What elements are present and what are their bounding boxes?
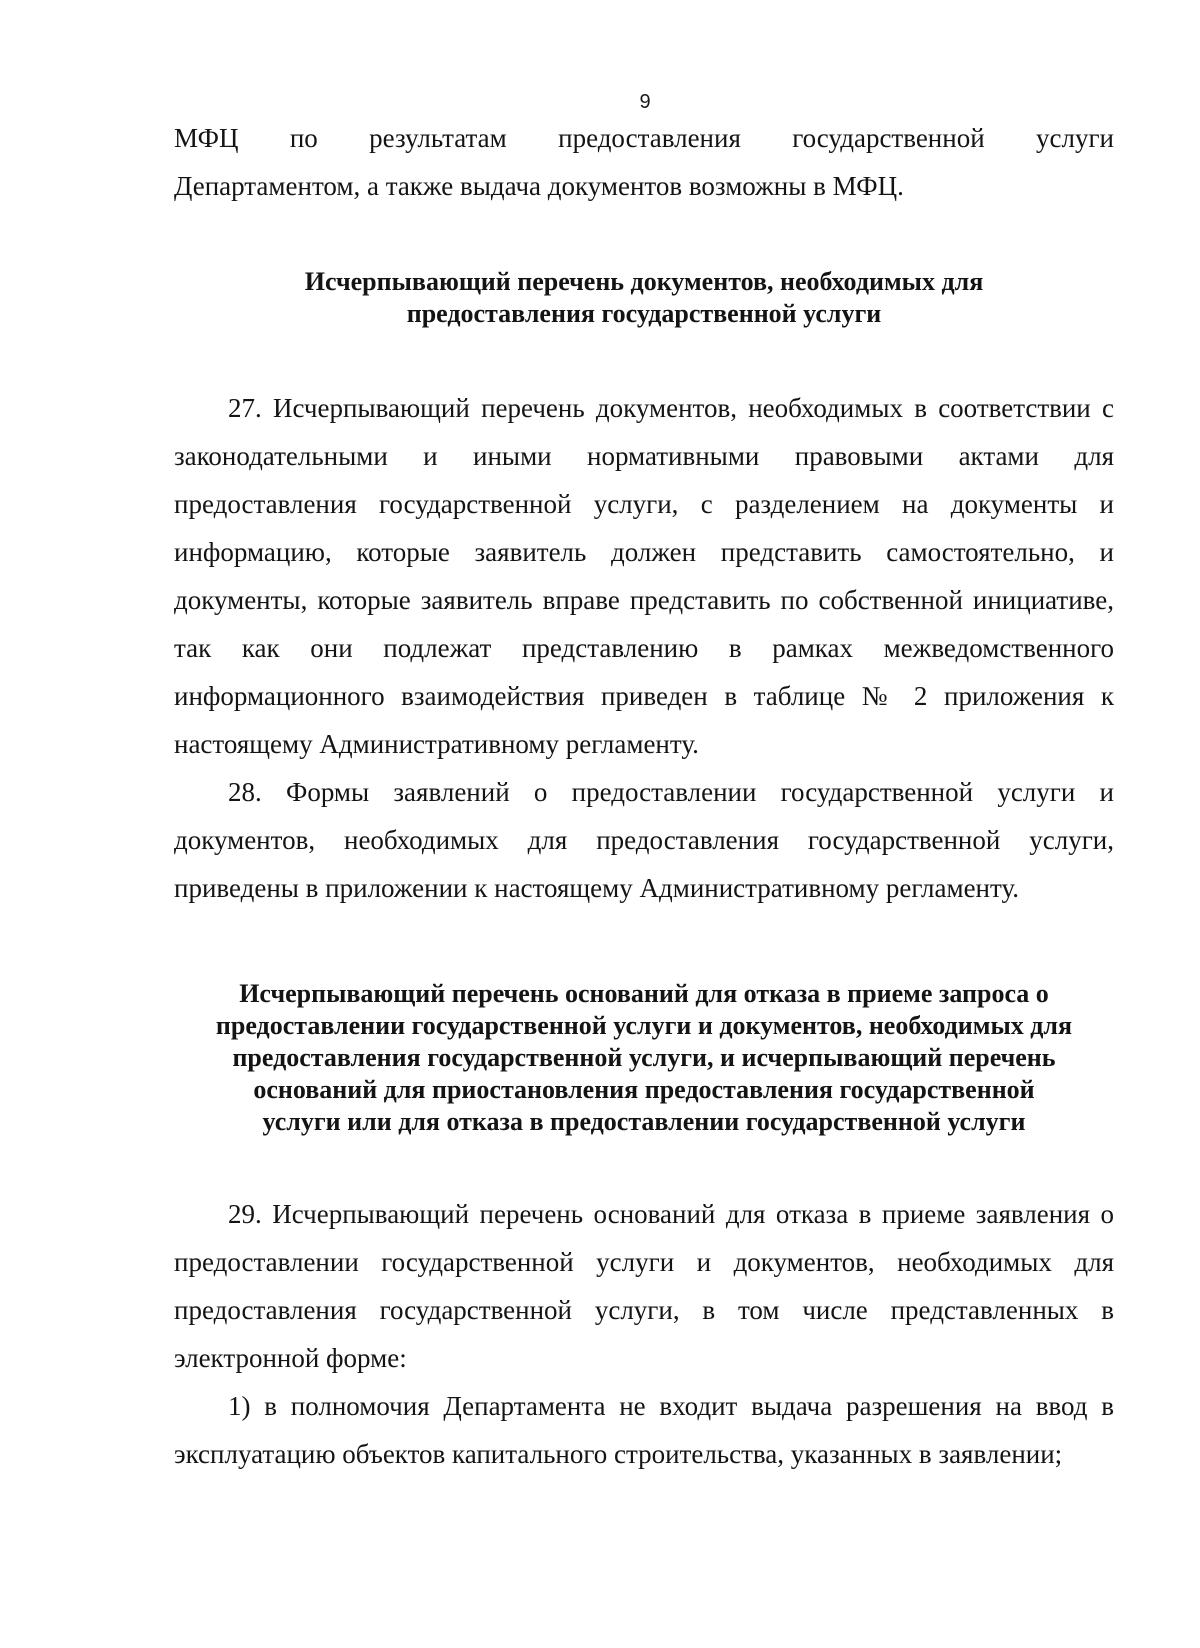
continuation-paragraph: [174, 114, 1114, 210]
paragraph-27: 27. Исчерпывающий перечень документов, необходимых в соответствии с законодательными и иными нормативными правовыми актами для предоставления государственной услуги, с разделением на документы и информацию, которые заявитель должен представить самостоятельно, и документы, которые заявитель вправе представить по собственной инициативе, так как они подлежат представлению в рамках межведомственного информационного взаимодействия приведен в таблице № 2 приложения к настоящему Административному регламенту.: [174, 393, 1114, 759]
spacer: [174, 912, 1114, 978]
document-body: [174, 114, 1114, 1478]
heading-line: предоставления государственной услуги: [406, 299, 882, 328]
paragraph-29: 29. Исчерпывающий перечень оснований для отказа в приеме заявления о предоставлении государственной услуги и документов, необходимых для предоставления государственной услуги, в том числе представленных в электронной форме:: [174, 1199, 1114, 1373]
heading-line: услуги или для отказа в предоставлении государственной услуги: [262, 1107, 1026, 1136]
spacer: [174, 1138, 1114, 1190]
page-number: 9: [639, 91, 651, 113]
heading-line: Исчерпывающий перечень оснований для отказа в приеме запроса о: [239, 979, 1049, 1008]
heading-line: Исчерпывающий перечень документов, необходимых для: [304, 267, 984, 296]
heading-line: предоставления государственной услуги, и исчерпывающий перечень: [232, 1043, 1056, 1072]
section-heading-refusal: [174, 978, 1114, 1138]
paragraph-28: 28. Формы заявлений о предоставлении государственной услуги и документов, необходимых для предоставления государственной услуги, приведены в приложении к настоящему Административному регламенту.: [174, 777, 1114, 903]
heading-line: оснований для приостановления предоставления государственной: [253, 1075, 1035, 1104]
paragraph-29-item-1: 1) в полномочия Департамента не входит выдача разрешения на ввод в эксплуатацию объектов капитального строительства, указанных в заявлении;: [174, 1391, 1114, 1469]
section-heading-documents: [174, 266, 1114, 330]
continuation-line-1: МФЦ по результатам предоставления государственной услуги: [174, 123, 1114, 153]
continuation-line-2: Департаментом, а также выдача документов возможны в МФЦ.: [174, 171, 904, 201]
heading-line: предоставлении государственной услуги и документов, необходимых для: [215, 1011, 1073, 1040]
spacer: [174, 330, 1114, 384]
spacer: [174, 210, 1114, 266]
